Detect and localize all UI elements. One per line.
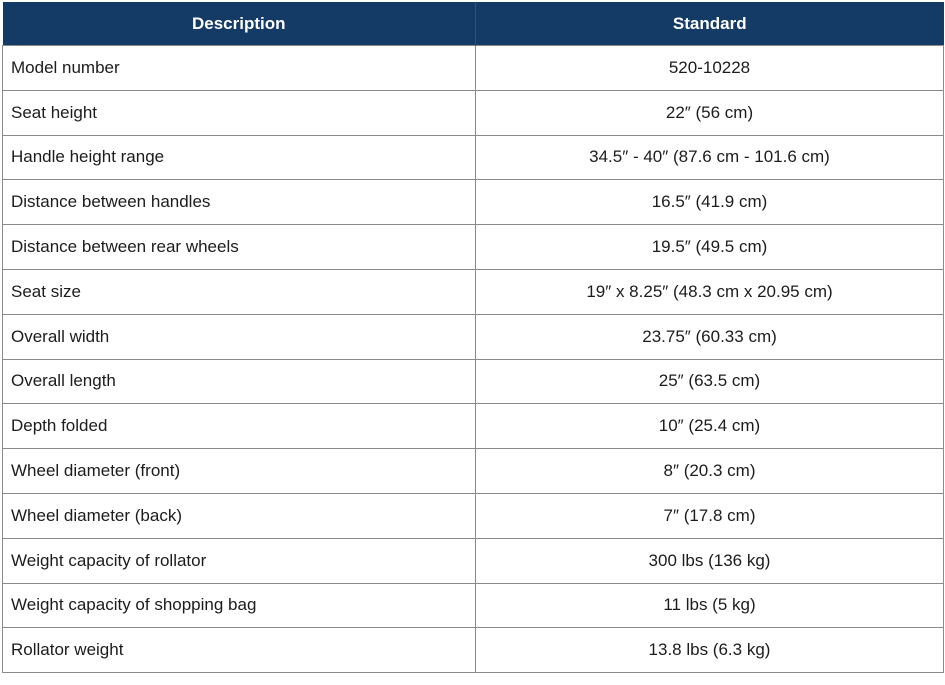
row-standard-value: 19.5″ (49.5 cm) [476, 225, 944, 270]
table-row [3, 180, 944, 225]
row-standard-value: 23.75″ (60.33 cm) [476, 314, 944, 359]
row-standard-value: 300 lbs (136 kg) [476, 538, 944, 583]
row-description: Seat height [3, 90, 476, 135]
table-row [3, 628, 944, 673]
row-description: Weight capacity of shopping bag [3, 583, 476, 628]
row-description: Handle height range [3, 135, 476, 180]
row-description: Overall length [3, 359, 476, 404]
row-description: Model number [3, 46, 476, 91]
row-standard-value: 7″ (17.8 cm) [476, 493, 944, 538]
table-row [3, 404, 944, 449]
table-row [3, 90, 944, 135]
row-description: Wheel diameter (front) [3, 449, 476, 494]
row-description: Rollator weight [3, 628, 476, 673]
row-standard-value: 16.5″ (41.9 cm) [476, 180, 944, 225]
table-row [3, 225, 944, 270]
table-row [3, 449, 944, 494]
table-row [3, 269, 944, 314]
table-body [3, 46, 944, 673]
row-description: Weight capacity of rollator [3, 538, 476, 583]
table-row [3, 493, 944, 538]
row-description: Depth folded [3, 404, 476, 449]
table-row [3, 135, 944, 180]
specifications-table [2, 2, 944, 673]
row-standard-value: 520-10228 [476, 46, 944, 91]
row-description: Overall width [3, 314, 476, 359]
row-description: Distance between handles [3, 180, 476, 225]
header-row [3, 2, 944, 46]
table-row [3, 314, 944, 359]
table-header [3, 2, 944, 46]
table-row [3, 538, 944, 583]
table-row [3, 583, 944, 628]
column-header-description: Description [3, 2, 476, 46]
table-row [3, 46, 944, 91]
row-standard-value: 8″ (20.3 cm) [476, 449, 944, 494]
row-standard-value: 10″ (25.4 cm) [476, 404, 944, 449]
row-description: Wheel diameter (back) [3, 493, 476, 538]
table-row [3, 359, 944, 404]
row-description: Seat size [3, 269, 476, 314]
row-standard-value: 19″ x 8.25″ (48.3 cm x 20.95 cm) [476, 269, 944, 314]
row-standard-value: 25″ (63.5 cm) [476, 359, 944, 404]
row-standard-value: 22″ (56 cm) [476, 90, 944, 135]
row-standard-value: 13.8 lbs (6.3 kg) [476, 628, 944, 673]
row-standard-value: 11 lbs (5 kg) [476, 583, 944, 628]
row-standard-value: 34.5″ - 40″ (87.6 cm - 101.6 cm) [476, 135, 944, 180]
column-header-standard: Standard [476, 2, 944, 46]
row-description: Distance between rear wheels [3, 225, 476, 270]
